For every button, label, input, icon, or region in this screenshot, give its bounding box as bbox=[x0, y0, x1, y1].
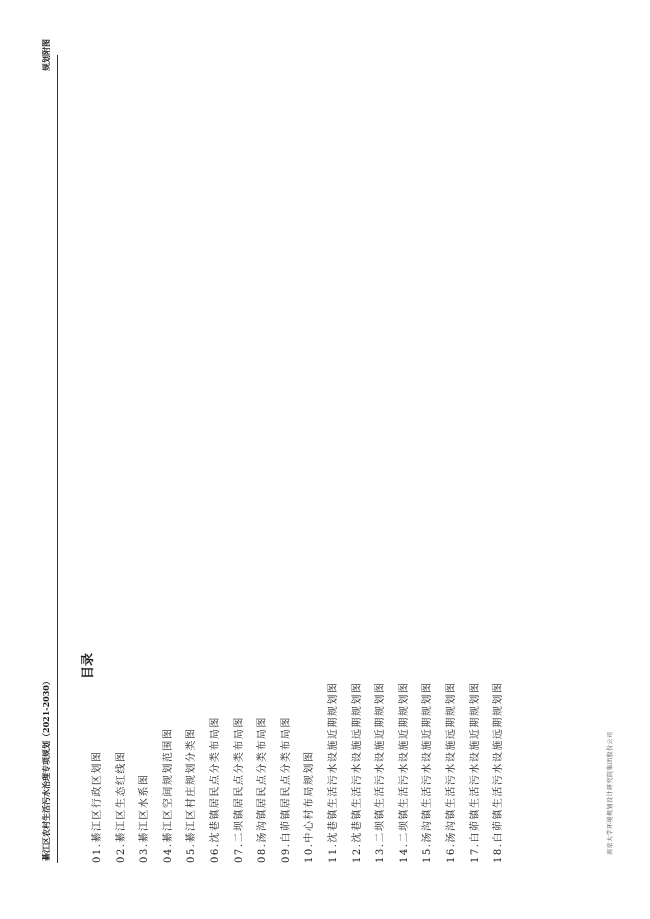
toc-item: 18.白茆镇生活污水设施远期规划图 bbox=[493, 681, 505, 863]
toc-item: 09.白茆镇居民点分类布局图 bbox=[280, 716, 292, 863]
toc-item: 05.綦江区村庄规划分类图 bbox=[186, 727, 198, 863]
toc-item: 01.綦江区行政区划图 bbox=[92, 750, 103, 863]
toc-heading: 目录 bbox=[81, 652, 96, 679]
toc-item: 12.沈巷镇生活污水设施远期规划图 bbox=[351, 681, 363, 863]
toc-item: 03.綦江区水系图 bbox=[139, 773, 151, 863]
document-header-label: 规划附图 bbox=[41, 39, 51, 71]
toc-item: 11.沈巷镇生活污水设施近期规划图 bbox=[328, 681, 339, 863]
toc-item: 07.二坝镇居民点分类布局图 bbox=[233, 716, 245, 863]
toc-item: 15.汤沟镇生活污水设施近期规划图 bbox=[422, 681, 434, 863]
toc-item: 16.汤沟镇生活污水设施远期规划图 bbox=[446, 681, 457, 863]
toc-item: 17.白茆镇生活污水设施近期规划图 bbox=[469, 681, 481, 863]
toc-item: 06.沈巷镇居民点分类布局图 bbox=[210, 716, 221, 863]
footer-organization: 南京大学环境规划设计研究院集团股份公司 bbox=[607, 731, 614, 855]
toc-item: 14.二坝镇生活污水设施近期规划图 bbox=[398, 681, 410, 863]
document-header-title: 綦江区农村生活污水治理专项规划（2021-2030） bbox=[41, 677, 51, 861]
header-rule bbox=[57, 55, 58, 863]
toc-item: 08.汤沟镇居民点分类布局图 bbox=[257, 716, 269, 863]
toc-item: 10.中心村布局规划图 bbox=[304, 750, 316, 863]
toc-item: 02.綦江区生态红线图 bbox=[115, 750, 127, 863]
toc-item: 04.綦江区空间规划范围图 bbox=[162, 727, 174, 863]
toc-item: 13.二坝镇生活污水设施近期规划图 bbox=[375, 681, 387, 863]
